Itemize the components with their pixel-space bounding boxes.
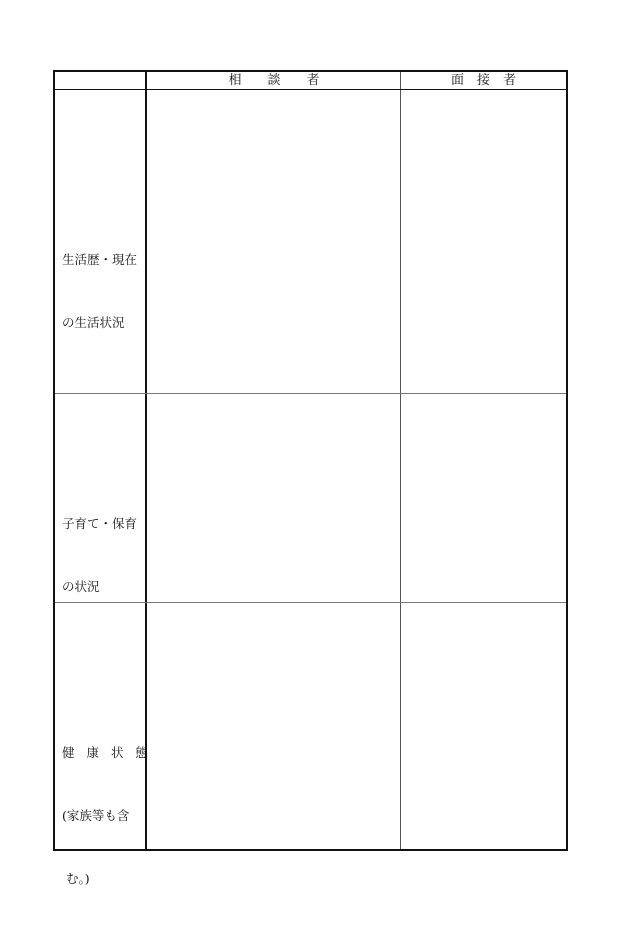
row-label-line: 健 康 状 態 xyxy=(62,745,152,760)
row-label-life-history xyxy=(62,207,146,375)
interview-form-table xyxy=(53,70,568,886)
row-label-line: 生活歴・現在 xyxy=(62,252,138,267)
header-sodansha: 相 談 者 xyxy=(228,73,320,88)
row-label-line: の生活状況 xyxy=(62,315,125,330)
sodansha-column xyxy=(147,72,401,849)
mensetsu-column xyxy=(401,72,566,849)
row-label-line: 子育て・保育 xyxy=(62,516,138,531)
row-label-health xyxy=(62,700,152,931)
row-label-childcare xyxy=(62,471,146,639)
header-divider xyxy=(55,89,566,90)
row-label-line: の状況 xyxy=(62,579,100,594)
header-mensetsu: 面 接 者 xyxy=(450,73,516,88)
row-label-line: (家族等も含 xyxy=(62,808,130,823)
row-label-line: む。) xyxy=(62,871,90,886)
row-divider-1 xyxy=(55,393,566,394)
